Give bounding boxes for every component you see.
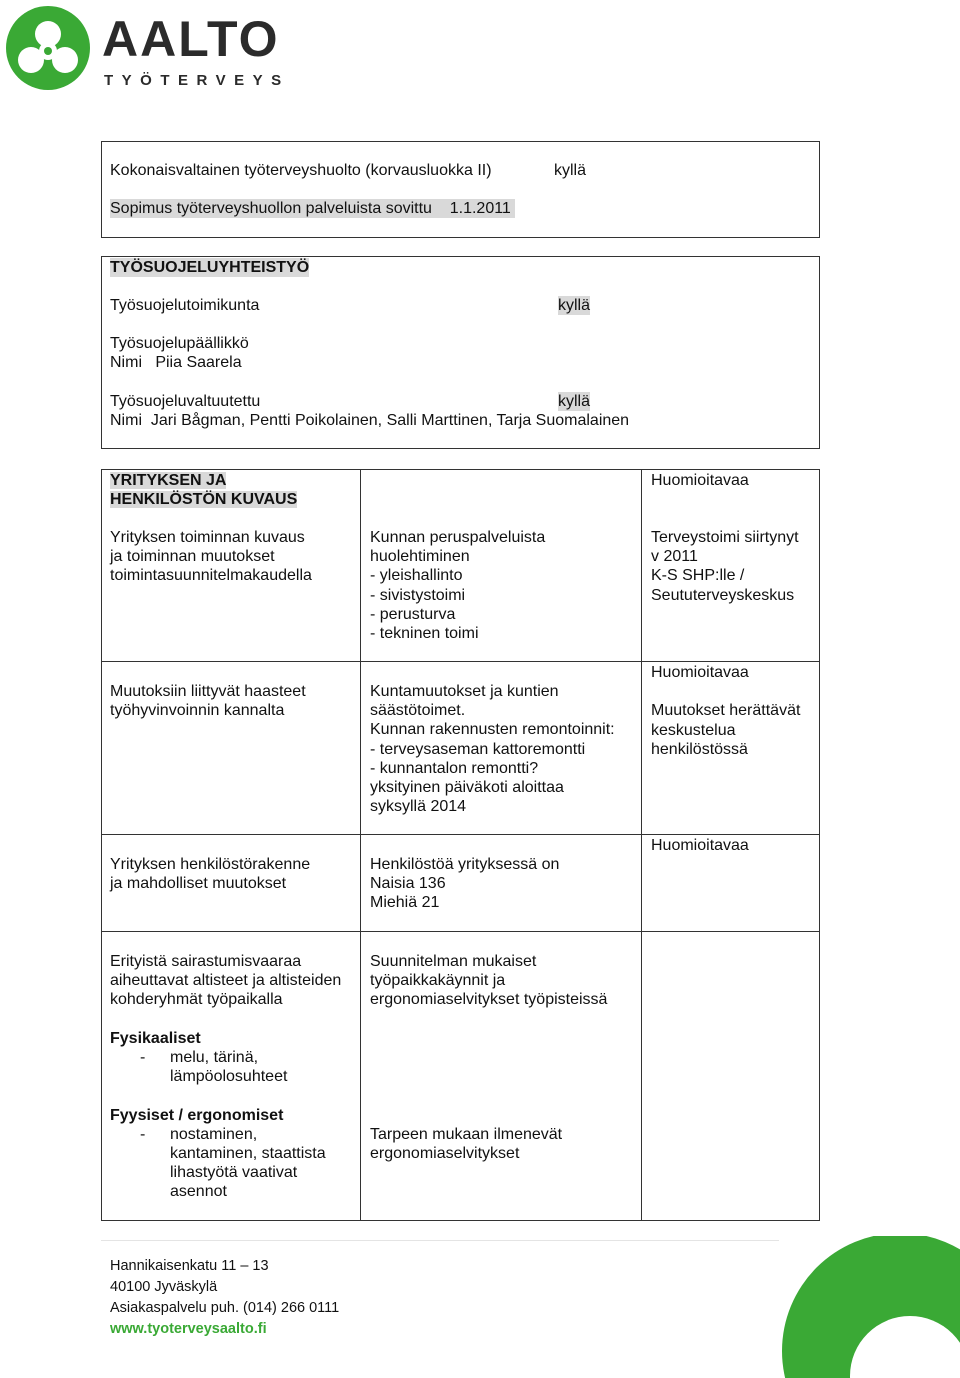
row4-content-bottom <box>370 1125 562 1163</box>
table-col-divider-2 <box>641 469 642 932</box>
row1-col1-line: Yrityksen toiminnan kuvaus <box>110 529 305 546</box>
row1-description <box>110 528 312 586</box>
logo <box>4 4 290 94</box>
row4-col2-line: Suunnitelman mukaiset <box>370 953 537 970</box>
header-line-2: HENKILÖSTÖN KUVAUS <box>110 491 298 509</box>
contract-type-label: Kokonaisvaltainen työterveyshuolto (korvausluokka II) <box>110 162 492 179</box>
row1-col1-line: toimintasuunnitelmakaudella <box>110 567 312 585</box>
safety-delegate-value: kyllä <box>558 393 591 410</box>
ergonomic-item <box>110 1125 341 1144</box>
ergonomic-item-text: nostaminen, <box>170 1125 258 1143</box>
row2-col2-line: Kuntamuutokset ja kuntien <box>370 683 559 700</box>
safety-delegate-names: Nimi Jari Bågman, Pentti Poikolainen, Salli Marttinen, Tarja Suomalainen <box>110 412 630 429</box>
ergonomic-item-text: asennot <box>170 1183 227 1201</box>
table-header-title <box>110 471 297 509</box>
ergonomic-item-cont <box>110 1163 341 1182</box>
row1-col2-line: - perusturva <box>370 605 456 623</box>
table-header-notes: Huomioitavaa <box>651 472 749 489</box>
row2-col3-line: keskustelua <box>651 721 736 739</box>
ergonomic-item-cont <box>110 1144 341 1163</box>
row2-col2-line: syksyllä 2014 <box>370 798 467 816</box>
footer-decoration-icon <box>750 1236 960 1378</box>
footer-address-street: Hannikaisenkatu 11 – 13 <box>110 1258 269 1274</box>
brand-subtitle: TYÖTERVEYS <box>104 72 290 89</box>
row4-col2-line: Tarpeen mukaan ilmenevät <box>370 1126 563 1143</box>
contract-date-label <box>110 199 515 218</box>
ergonomic-item-text: lihastyötä vaativat <box>170 1164 298 1182</box>
row1-col3-line: K-S SHP:lle / <box>651 567 745 585</box>
brand-name: AALTO <box>102 11 280 67</box>
row3-content <box>370 855 559 913</box>
row3-description <box>110 855 310 893</box>
row3-col2-line: Miehiä 21 <box>370 894 440 912</box>
aalto-logo-icon <box>4 4 92 92</box>
row1-col3-line: Seututerveyskeskus <box>651 586 795 604</box>
row2-col1-line: työhyvinvoinnin kannalta <box>110 702 285 720</box>
row1-col2-line: huolehtiminen <box>370 548 470 566</box>
row4-col1-line: kohderyhmät työpaikalla <box>110 991 283 1009</box>
row3-col2-line: Naisia 136 <box>370 875 446 893</box>
row2-col2-line: Kunnan rakennusten remontoinnit: <box>370 721 615 739</box>
row4-col2-line: työpaikkakäynnit ja <box>370 972 506 990</box>
physical-item-cont <box>110 1067 341 1086</box>
row1-col3-line: v 2011 <box>651 548 698 566</box>
ergonomic-item-cont <box>110 1182 341 1201</box>
table-col-divider-3 <box>641 932 642 1221</box>
row2-col2-line: - kunnantalon remontti? <box>370 759 539 777</box>
contract-date-value: 1.1.2011 <box>449 200 511 217</box>
row2-content <box>370 682 615 816</box>
row3-col2-line: Henkilöstöä yrityksessä on <box>370 856 560 873</box>
safety-delegate-label: Työsuojeluvaltuutettu <box>110 393 261 410</box>
footer-phone: Asiakaspalvelu puh. (014) 266 0111 <box>110 1300 340 1316</box>
contract-box <box>101 141 820 238</box>
row2-description <box>110 682 306 720</box>
row4-content-top <box>370 952 607 1010</box>
contract-type-value: kyllä <box>554 162 587 179</box>
table-col-divider-1 <box>360 469 361 1221</box>
row1-col2-line: - sivistystoimi <box>370 586 466 604</box>
row2-notes <box>651 663 800 759</box>
safety-committee-label: Työsuojelutoimikunta <box>110 297 260 314</box>
safety-manager-label: Työsuojelupäällikkö <box>110 335 249 352</box>
physical-item-text: lämpöolosuhteet <box>170 1068 288 1086</box>
row1-col1-line: ja toiminnan muutokset <box>110 548 275 566</box>
row4-col2-line: ergonomiaselvitykset työpisteissä <box>370 991 608 1009</box>
header-line-1: YRITYKSEN JA <box>110 472 227 489</box>
table-row-divider-3 <box>101 931 820 932</box>
physical-heading: Fysikaaliset <box>110 1029 201 1047</box>
row1-col2-line: Kunnan peruspalveluista <box>370 529 546 546</box>
bullet-dash: - <box>140 1049 146 1066</box>
row4-col2-line: ergonomiaselvitykset <box>370 1145 520 1163</box>
row3-notes-heading: Huomioitavaa <box>651 837 749 854</box>
row4-col1-line: Erityistä sairastumisvaaraa <box>110 953 302 970</box>
row2-col1-line: Muutoksiin liittyvät haasteet <box>110 683 306 700</box>
row2-col3-line: Muutokset herättävät <box>651 702 801 720</box>
physical-item-text: melu, tärinä, <box>170 1049 259 1066</box>
ergonomic-item-text: kantaminen, staattista <box>170 1145 326 1162</box>
footer-divider <box>101 1240 779 1241</box>
footer-website-link[interactable]: www.tyoterveysaalto.fi <box>110 1321 267 1337</box>
row2-col2-line: säästötoimet. <box>370 702 466 720</box>
row2-notes-heading: Huomioitavaa <box>651 664 749 681</box>
safety-committee-value: kyllä <box>558 297 591 314</box>
row3-col1-line: Yrityksen henkilöstörakenne <box>110 856 311 873</box>
row1-notes <box>651 528 799 605</box>
row2-col2-line: yksityinen päiväkoti aloittaa <box>370 779 564 797</box>
row4-col1-line: aiheuttavat altisteet ja altisteiden <box>110 972 342 990</box>
safety-heading: TYÖSUOJELUYHTEISTYÖ <box>110 259 310 276</box>
safety-manager-name: Nimi Piia Saarela <box>110 354 242 371</box>
ergonomic-heading: Fyysiset / ergonomiset <box>110 1106 284 1124</box>
row1-content <box>370 528 545 643</box>
row4-description <box>110 952 341 1202</box>
bullet-dash: - <box>140 1125 146 1143</box>
physical-item <box>110 1048 341 1067</box>
row1-col2-line: - tekninen toimi <box>370 625 479 643</box>
row2-col2-line: - terveysaseman kattoremontti <box>370 740 586 758</box>
footer-contact <box>110 1256 339 1340</box>
row1-col2-line: - yleishallinto <box>370 567 463 585</box>
contract-date-text: Sopimus työterveyshuollon palveluista sovittu <box>110 200 432 217</box>
row3-col1-line: ja mahdolliset muutokset <box>110 875 287 893</box>
footer-address-city: 40100 Jyväskylä <box>110 1279 218 1295</box>
row2-col3-line: henkilöstössä <box>651 740 748 758</box>
row1-col3-line: Terveystoimi siirtynyt <box>651 529 799 546</box>
